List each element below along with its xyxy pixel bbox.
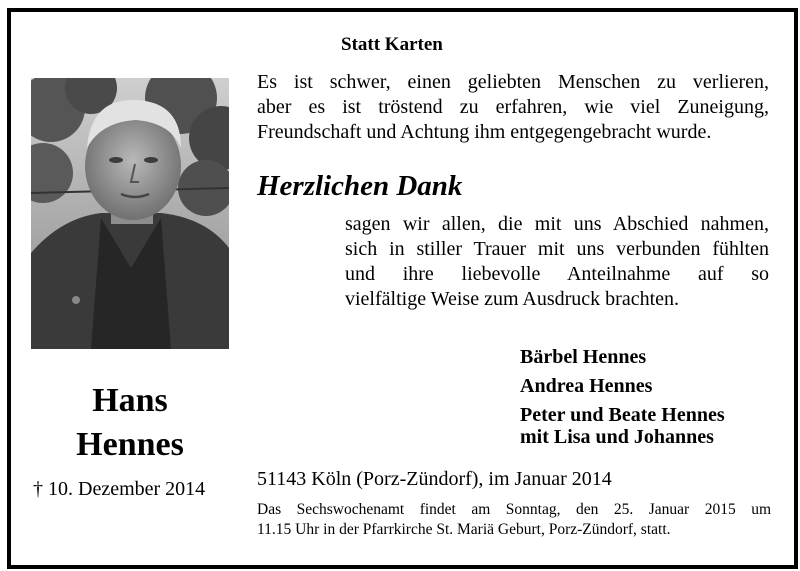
signer-name: Bärbel Hennes [520,346,647,368]
mass-notice [257,500,771,540]
signer-name: Andrea Hennes [520,375,653,397]
deceased-last-name: Hennes [76,426,184,463]
death-date: † 10. Dezember 2014 [33,478,206,500]
herzlichen-dank-title: Herzlichen Dank [257,170,463,202]
quote-line: Es ist schwer, einen geliebten Menschen zu verlieren, [257,71,769,93]
signers-list [520,343,725,448]
signer-name: mit Lisa und Johannes [520,426,714,448]
thanks-line: sagen wir allen, die mit uns Abschied nahmen, [345,213,769,235]
notice-line: 11.15 Uhr in der Pfarrkirche St. Mariä Geburt, Porz-Zündorf, statt. [257,521,671,538]
place-date: 51143 Köln (Porz-Zündorf), im Januar 2014 [257,468,612,490]
signer-name: Peter und Beate Hennes [520,404,725,426]
statt-karten-heading: Statt Karten [341,34,443,55]
notice-line: Das Sechswochenamt findet am Sonntag, den 25. Januar 2015 um [257,501,771,518]
deceased-first-name: Hans [92,382,168,419]
obituary-card [7,8,798,569]
thanks-line: vielfältige Weise zum Ausdruck brachten. [345,288,680,310]
thanks-paragraph [345,212,769,312]
quote-line: aber es ist tröstend zu erfahren, wie viel Zuneigung, [257,96,769,118]
portrait-photo [31,78,229,349]
thanks-line: und ihre liebevolle Anteilnahme auf so [345,263,769,285]
thanks-line: sich in stiller Trauer mit uns verbunden fühlten [345,238,769,260]
quote-paragraph [257,70,769,145]
quote-line: Freundschaft und Achtung ihm entgegengebracht wurde. [257,121,712,143]
